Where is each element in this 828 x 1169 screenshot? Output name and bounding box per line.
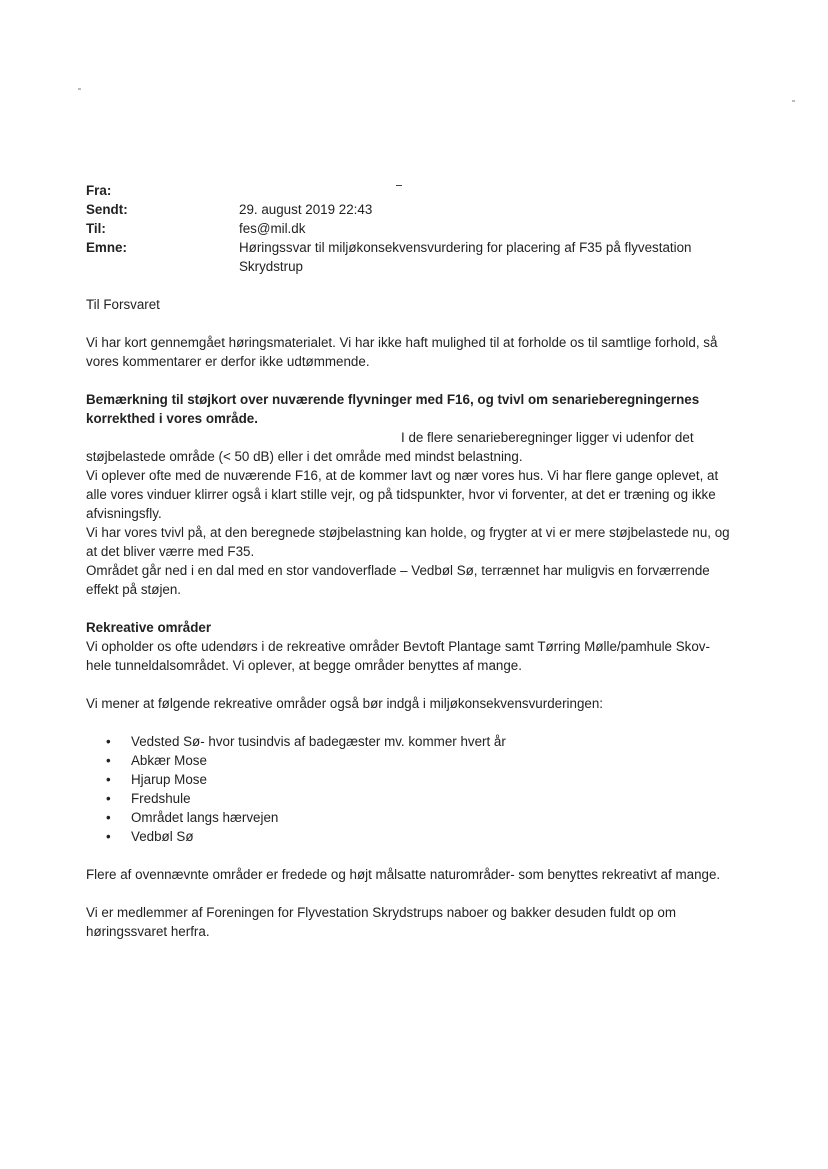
intro-paragraph: Vi har kort gennemgået høringsmaterialet. Vi har ikke haft mulighed til at forholde os til samtlige forhold, så vores kommentarer er derfor ikke udtømmende. [86, 335, 718, 369]
section-heading-noise: Bemærkning til støjkort over nuværende flyvninger med F16, og tvivl om senarieberegningernes korrekthed i vores område. [86, 392, 700, 426]
list-item: • Abkær Mose [86, 751, 736, 770]
scenario-line-1: I de flere senarieberegninger ligger vi udenfor det [401, 430, 694, 445]
f16-experience-paragraph: Vi oplever ofte med de nuværende F16, at de kommer lavt og nær vores hus. Vi har flere gange oplevet, at alle vores vinduer klirrer også i klart stille vejr, og på tidspunkter, hvor vi forventer, at det er træning og ikke afvisningsfly. [86, 468, 719, 521]
list-item: • Vedbøl Sø [86, 827, 736, 846]
scan-speck [792, 100, 795, 102]
email-header [86, 181, 746, 276]
recreational-areas-list [86, 732, 736, 846]
closing-paragraph: Vi er medlemmer af Foreningen for Flyvestation Skrydstrups naboer og bakker desuden fuldt op om høringssvaret herfra. [86, 905, 676, 939]
section-heading-recreation: Rekreative områder [86, 620, 212, 635]
to-label: Til: [86, 221, 106, 236]
sent-row [86, 200, 746, 219]
from-row [86, 181, 746, 200]
scan-speck [78, 88, 81, 90]
recreation-paragraph: Vi opholder os ofte udendørs i de rekreative områder Bevtoft Plantage samt Tørring Mølle/pamhule Skov- hele tunneldalsområdet. Vi oplever, at begge områder benyttes af mange. [86, 639, 710, 673]
scenario-line-2: støjbelastede område (< 50 dB) eller i det område med mindst belastning. [86, 449, 523, 464]
sent-value: 29. august 2019 22:43 [239, 202, 373, 217]
list-item: • Området langs hærvejen [86, 808, 736, 827]
salutation: Til Forsvaret [86, 297, 160, 312]
to-row [86, 219, 746, 238]
letter-body [86, 295, 736, 941]
sent-label: Sendt: [86, 202, 128, 217]
subject-row [86, 238, 746, 276]
subject-value: Høringssvar til miljøkonsekvensvurdering for placering af F35 på flyvestation Skrydstrup [239, 240, 692, 274]
areas-intro: Vi mener at følgende rekreative områder også bør indgå i miljøkonsekvensvurderingen: [86, 696, 604, 711]
noise-doubt-paragraph: Vi har vores tvivl på, at den beregnede støjbelastning kan holde, og frygter at vi er mere støjbelastede nu, og at det bliver værre med F35. [86, 525, 730, 559]
list-item: • Vedsted Sø- hvor tusindvis af badegæster mv. kommer hvert år [86, 732, 736, 751]
subject-label: Emne: [86, 240, 127, 255]
from-label: Fra: [86, 183, 112, 198]
terrain-paragraph: Området går ned i en dal med en stor vandoverflade – Vedbøl Sø, terrænnet har muligvis en forværrende effekt på støjen. [86, 563, 710, 597]
list-item: • Hjarup Mose [86, 770, 736, 789]
to-value: fes@mil.dk [239, 221, 306, 236]
protected-areas-paragraph: Flere af ovennævnte områder er fredede og højt målsatte naturområder- som benyttes rekreativt af mange. [86, 867, 721, 882]
list-item: • Fredshule [86, 789, 736, 808]
